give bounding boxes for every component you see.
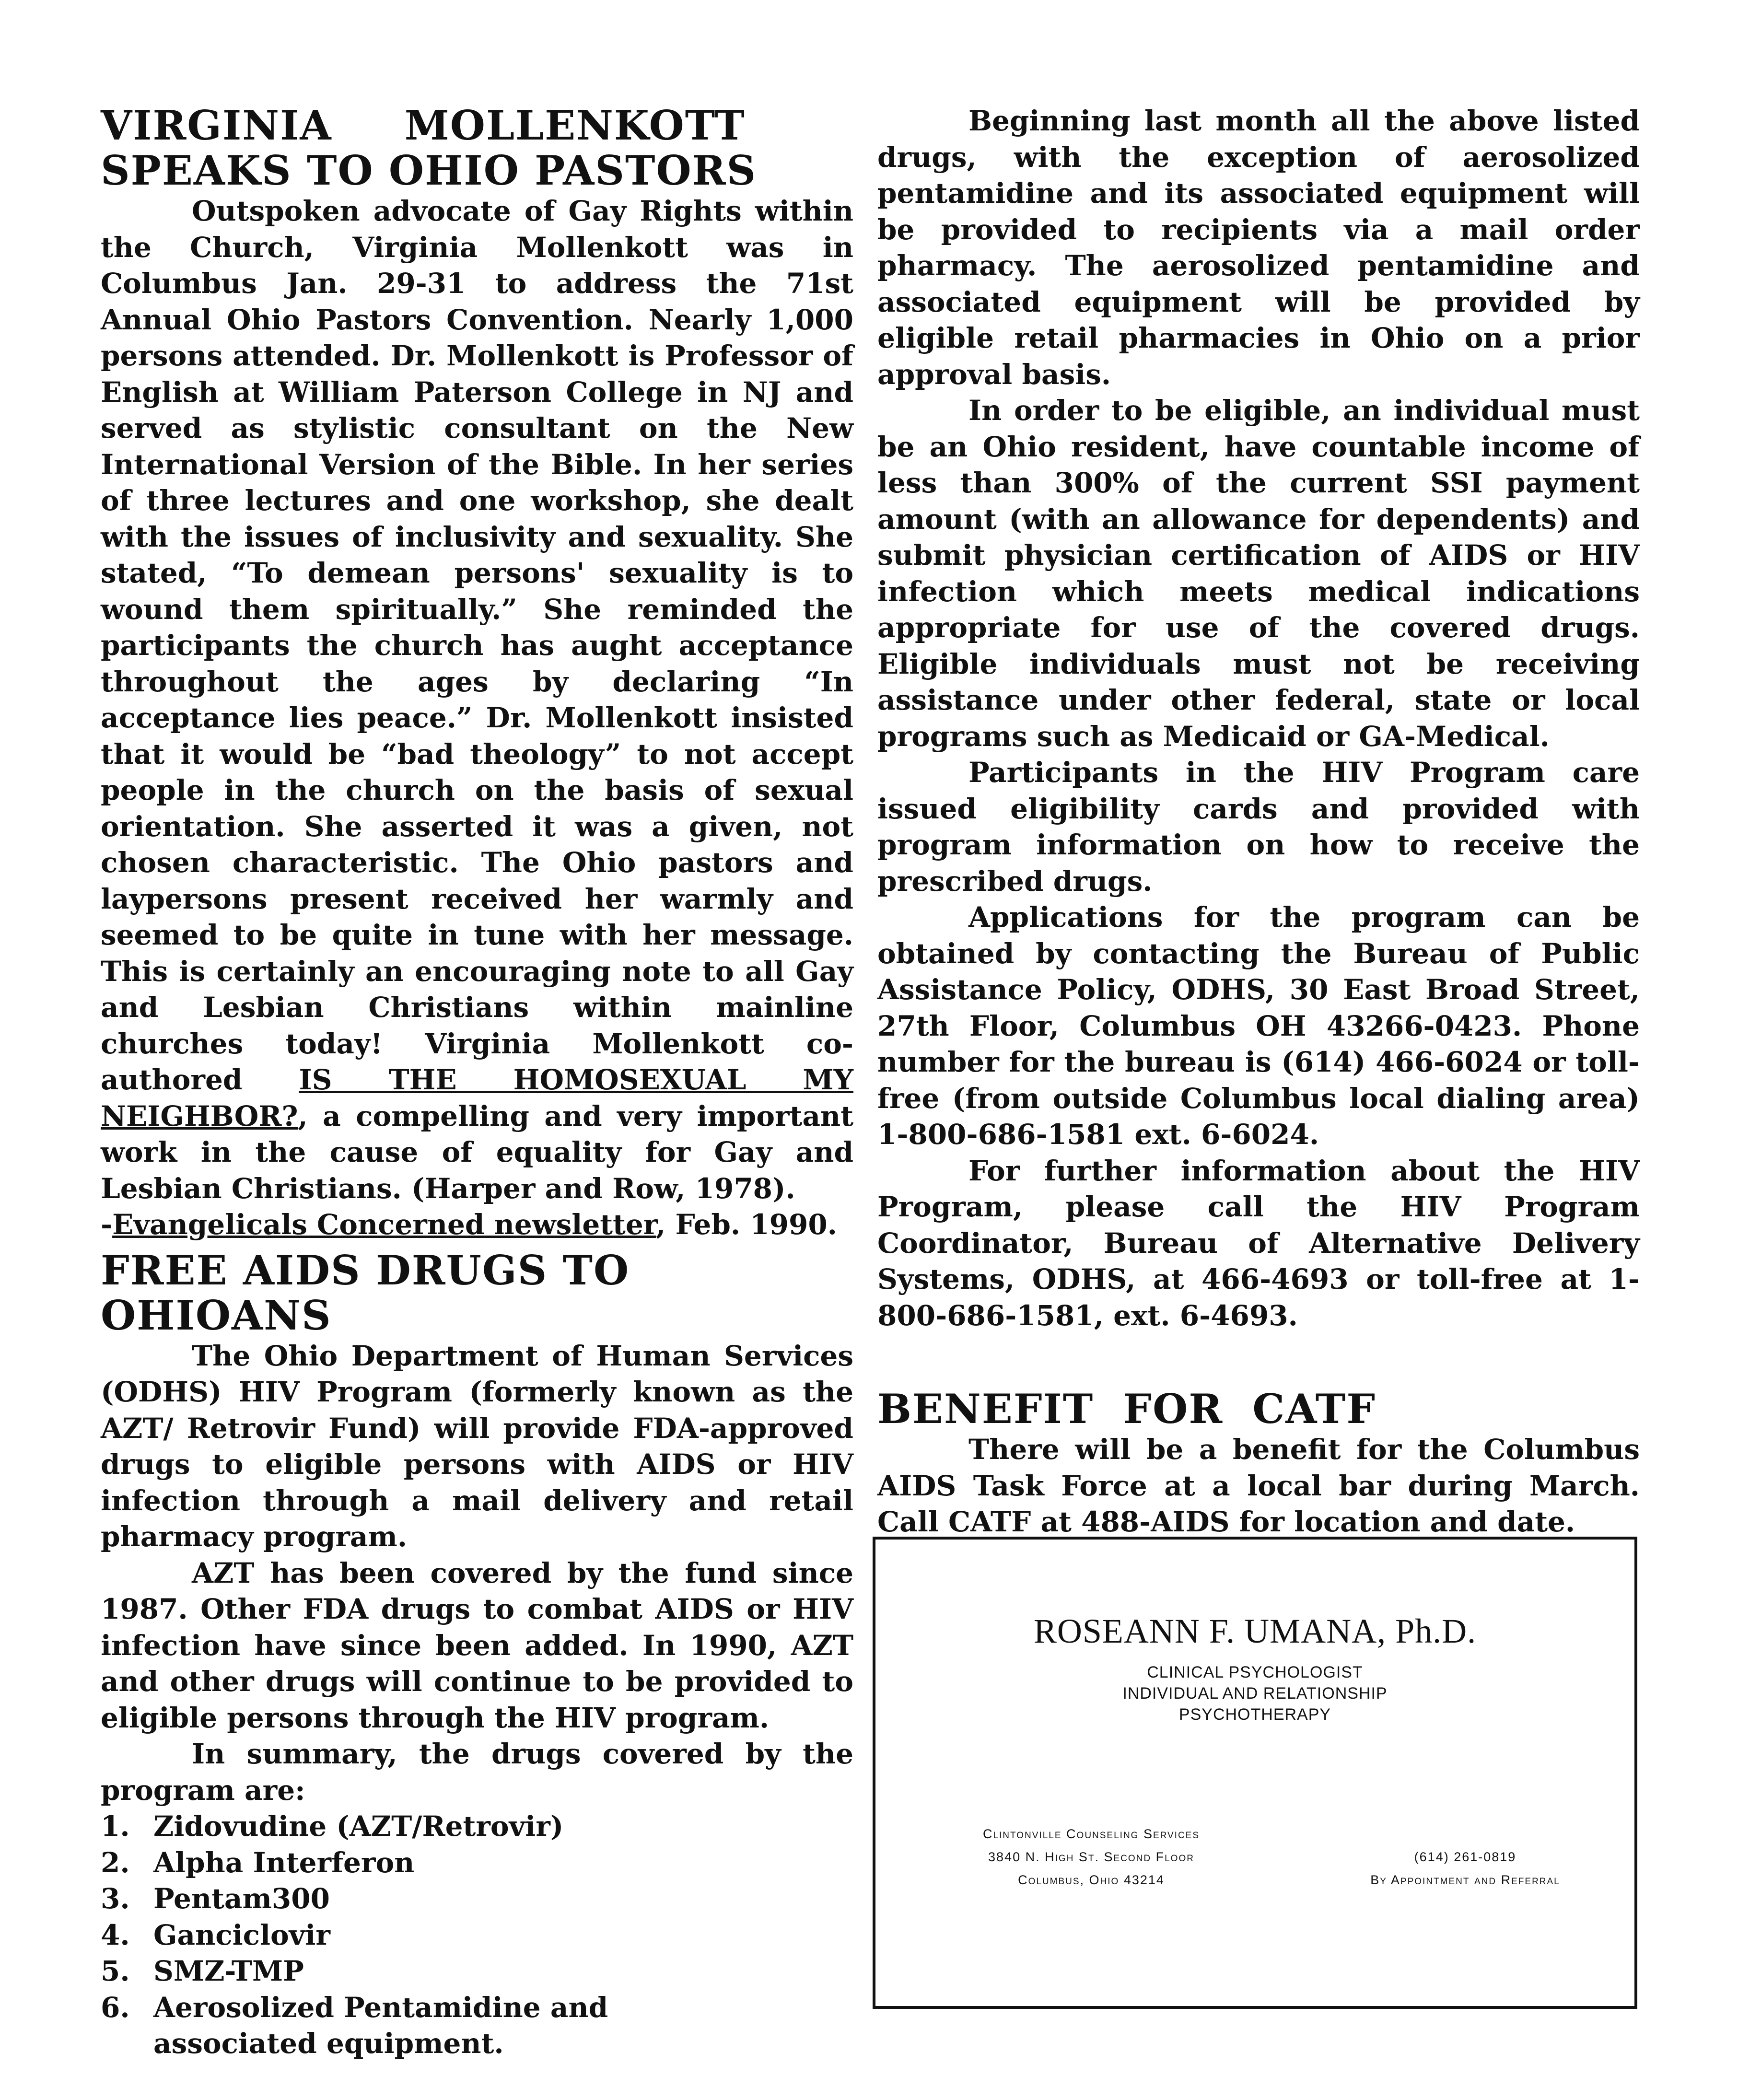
- ad-name: ROSEANN F. UMANA, Ph.D.: [1033, 1612, 1477, 1650]
- source-date: , Feb. 1990.: [656, 1208, 837, 1241]
- book-title: IS THE HOMOSEXUAL MY NEIGHBOR?: [101, 1063, 853, 1132]
- mollenkott-headline: [101, 103, 853, 193]
- drug-list-item: 3. Pentam300: [101, 1882, 330, 1915]
- drug-list-item: 5. SMZ-TMP: [101, 1955, 304, 1987]
- ad-note: By Appointment and Referral: [1370, 1873, 1560, 1887]
- ad-contact-block: [1302, 1845, 1628, 1891]
- drug-list-item: 1. Zidovudine (AZT/Retrovir): [101, 1810, 564, 1843]
- ad-address: 3840 N. High St. Second Floor: [988, 1850, 1194, 1864]
- aids-para-5: In order to be eligible, an individual must be an Ohio resident, have countable income of less than 300% of the current SSI payment amount (with an allowance for dependents) and submit physician certification of AIDS or HIV infection which meets medical indications appropriate for use of the covered drugs. Eligible individuals must not be receiving assistance under other federal, state or local programs such as Medicaid or GA-Medical.: [877, 394, 1640, 753]
- aids-para-8: For further information about the HIV Program, please call the HIV Program Coordinator, Bureau of Alternative Delivery Systems, ODHS, at 466-4693 or toll-free at 1-800-686-1581, ext. 6-4693.: [877, 1154, 1640, 1332]
- ad-address-block: [909, 1822, 1273, 1891]
- aids-drugs-headline: FREE AIDS DRUGS TO OHIOANS: [101, 1246, 630, 1339]
- aids-para-6: Participants in the HIV Program care issued eligibility cards and provided with program information on how to receive the prescribed drugs.: [877, 756, 1640, 898]
- aids-para-4: Beginning last month all the above listed drugs, with the exception of aerosolized pentamidine and its associated equipment will be provided to recipients via a mail order pharmacy. The aerosolized pentamidine and associated equipment will be provided by eligible retail pharmacies in Ohio on a prior approval basis.: [877, 105, 1640, 391]
- left-column: [101, 103, 853, 2062]
- headline-line-1: VIRGINIA MOLLENKOTT: [101, 102, 746, 149]
- source-citation: [101, 1207, 853, 1243]
- ad-title-1: CLINICAL PSYCHOLOGIST: [1147, 1663, 1363, 1681]
- ad-city: Columbus, Ohio 43214: [1018, 1873, 1165, 1887]
- aids-para-1: The Ohio Department of Human Services (ODHS) HIV Program (formerly known as the AZT/ Retrovir Fund) will provide FDA-approved drugs to eligible persons with AIDS or HIV infection through a mail delivery and retail pharmacy program.: [101, 1339, 853, 1553]
- ad-title-2: INDIVIDUAL AND RELATIONSHIP: [1122, 1684, 1388, 1703]
- drug-list-item: 4. Ganciclovir: [101, 1918, 330, 1951]
- drug-list: [101, 1808, 853, 2062]
- mollenkott-body-text: Outspoken advocate of Gay Rights within the Church, Virginia Mollenkott was in Columbus Jan. 29-31 to address the 71st Annual Ohio Pastors Convention. Nearly 1,000 persons attended. Dr. Mollenkott is Professor of English at William Paterson College in NJ and served as stylistic consultant on the New International Version of the Bible. In her series of three lectures and one workshop, she dealt with the issues of inclusivity and sexuality. She stated, “To demean persons' sexuality is to wound them spiritually.” She reminded the participants the church has aught acceptance throughout the ages by declaring “In acceptance lies peace.” Dr. Mollenkott insisted that it would be “bad theology” to not accept people in the church on the basis of sexual orientation. She asserted it was a given, not chosen characteristic. The Ohio pastors and laypersons present received her warmly and seemed to be quite in tune with her message. This is certainly an encouraging note to all Gay and Lesbian Christians within mainline churches today! Virginia Mollenkott co-authored: [101, 195, 853, 1096]
- mollenkott-body-text-2: , a compelling and very important work in the cause of equality for Gay and Lesbian Christians. (Harper and Row, 1978).: [101, 1099, 853, 1205]
- source-dash: -: [101, 1208, 113, 1241]
- aids-para-2: AZT has been covered by the fund since 1987. Other FDA drugs to combat AIDS or HIV infection have since been added. In 1990, AZT and other drugs will continue to be provided to eligible persons through the HIV program.: [101, 1556, 853, 1734]
- drug-list-item: 6. Aerosolized Pentamidine and associated equipment.: [101, 1991, 608, 2060]
- psychologist-ad: [873, 1537, 1637, 2009]
- catf-headline: BENEFIT FOR CATF: [877, 1385, 1376, 1433]
- aids-para-7: Applications for the program can be obtained by contacting the Bureau of Public Assistance Policy, ODHS, 30 East Broad Street, 27th Floor, Columbus OH 43266-0423. Phone number for the bureau is (614) 466-6024 or toll-free (from outside Columbus local dialing area) 1-800-686-1581 ext. 6-6024.: [877, 901, 1640, 1151]
- source-name: Evangelicals Concerned newsletter: [112, 1208, 656, 1241]
- aids-para-3: In summary, the drugs covered by the program are:: [101, 1738, 853, 1807]
- catf-body: There will be a benefit for the Columbus AIDS Task Force at a local bar during March. Call CATF at 488-AIDS for location and date.: [877, 1433, 1640, 1538]
- ad-org: Clintonville Counseling Services: [982, 1827, 1200, 1841]
- ad-phone: (614) 261-0819: [1414, 1850, 1516, 1864]
- right-column: [877, 103, 1640, 1540]
- headline-line-2: SPEAKS TO OHIO PASTORS: [101, 147, 757, 194]
- mollenkott-body: [101, 193, 853, 1207]
- drug-list-item: 2. Alpha Interferon: [101, 1846, 415, 1879]
- ad-title-3: PSYCHOTHERAPY: [1178, 1705, 1331, 1724]
